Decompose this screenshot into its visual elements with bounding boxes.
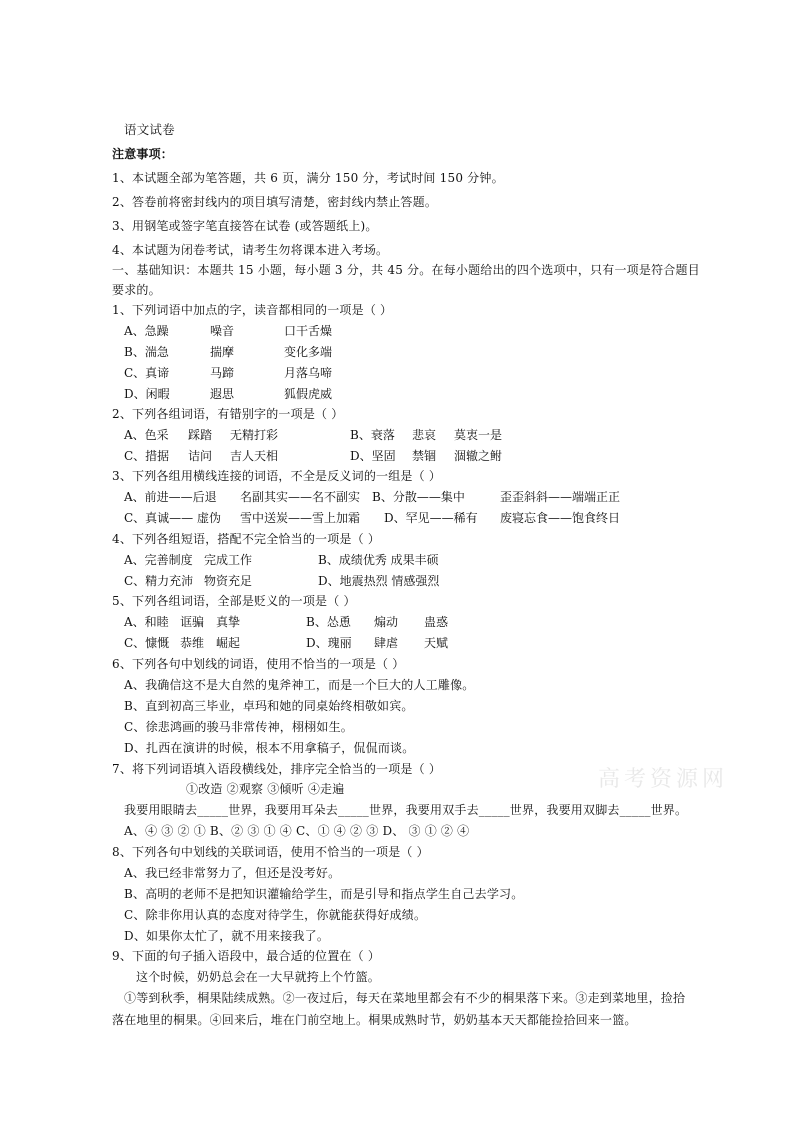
option-word: 肆虐 [374, 636, 399, 650]
option-sentence: D、如果你太忙了，就不用来接我了。 [124, 929, 330, 943]
option-word: 揣摩 [210, 345, 235, 359]
notice-item: 1、本试题全部为笔答题，共 6 页，满分 150 分，考试时间 150 分钟。 [112, 171, 504, 185]
option-word: 遐思 [210, 387, 235, 401]
page-title: 语文试卷 [124, 122, 175, 137]
option-word: 变化多端 [284, 345, 333, 359]
option-word: 诓骗 [180, 615, 205, 629]
question-6-stem: 6、下列各句中划线的词语，使用不恰当的一项是（ ） [112, 657, 405, 671]
question-7-stem: 7、将下列词语填入语段横线处，排序完全恰当的一项是（ ） [112, 762, 442, 776]
option-sentence: C、除非你用认真的态度对待学生，你就能获得好成绩。 [124, 908, 427, 922]
option-word: D、闲暇 [124, 387, 170, 401]
option-pair: 雪中送炭——雪上加霜 [240, 511, 361, 525]
option-word: C、措据 [124, 449, 170, 463]
option-word: 蛊惑 [424, 615, 449, 629]
option-word: 踩踏 [188, 428, 213, 442]
option-word: B、成绩优秀 成果丰硕 [318, 553, 439, 567]
option-sentence: B、直到初高三毕业，卓玛和她的同桌始终相敬如宾。 [124, 699, 414, 713]
option-word: A、急躁 [124, 324, 169, 338]
option-word: 煽动 [374, 615, 399, 629]
option-word: 诘问 [188, 449, 213, 463]
option-sentence: A、我确信这不是大自然的鬼斧神工，而是一个巨大的人工雕像。 [124, 678, 475, 692]
option-word: 涸辙之鲋 [454, 449, 503, 463]
option-sentence: D、扎西在演讲的时候，根本不用拿稿子，侃侃而谈。 [124, 741, 415, 755]
option-pair: A、前进——后退 [124, 490, 217, 504]
option-word: B、湍急 [124, 345, 169, 359]
question-4-stem: 4、下列各组短语，搭配不完全恰当的一项是（ ） [112, 532, 381, 546]
option-word: A、完善制度 [124, 553, 193, 567]
option-word: 狐假虎威 [284, 387, 333, 401]
option-word: C、慷慨 [124, 636, 170, 650]
option-word: 完成工作 [204, 553, 253, 567]
section-heading-cont: 要求的。 [112, 283, 161, 297]
option-word: 吉人天相 [230, 449, 279, 463]
question-8-stem: 8、下列各句中划线的关联词语，使用不恰当的一项是（ ） [112, 845, 429, 859]
option-word: 崛起 [216, 636, 241, 650]
notice-item: 4、本试题为闭卷考试，请考生勿将课本进入考场。 [112, 243, 389, 257]
fill-passage: 我要用眼睛去_____世界，我要用耳朵去_____世界，我要用双手去_____世界，我要用双脚去_____世界。 [124, 803, 688, 817]
option-word: C、精力充沛 [124, 574, 194, 588]
option-word: 物资充足 [204, 574, 253, 588]
notice-item: 2、答卷前将密封线内的项目填写清楚，密封线内禁止答题。 [112, 195, 438, 209]
option-pair: 废寝忘食——饱食终日 [500, 511, 621, 525]
question-5-stem: 5、下列各组词语，全部是贬义的一项是（ ） [112, 594, 356, 608]
word-list: ①改造 ②观察 ③倾听 ④走遍 [186, 782, 345, 796]
option-word: 恭维 [180, 636, 205, 650]
option-word: 无精打彩 [230, 428, 279, 442]
option-word: 莫衷一是 [454, 428, 503, 442]
option-sentence: B、高明的老师不是把知识灌输给学生，而是引导和指点学生自己去学习。 [124, 887, 524, 901]
option-pair: 歪歪斜斜——端端正正 [500, 490, 621, 504]
option-pair: B、分散——集中 [372, 490, 465, 504]
section-heading: 一、基础知识：本题共 15 小题，每小题 3 分，共 45 分。在每小题给出的四个选项中，只有一项是符合题目 [112, 263, 700, 277]
notice-heading: 注意事项： [112, 147, 174, 161]
option-word: C、真谛 [124, 366, 170, 380]
question-1-stem: 1、下列词语中加点的字，读音都相同的一项是（ ） [112, 303, 393, 317]
option-word: 悲哀 [412, 428, 437, 442]
option-word: 天赋 [424, 636, 449, 650]
option-pair: 名副其实——名不副实 [240, 490, 361, 504]
watermark: 高考资源网 [598, 767, 729, 792]
option-word: 月落乌啼 [284, 366, 333, 380]
passage-line: ①等到秋季，桐果陆续成熟。②一夜过后，每天在菜地里都会有不少的桐果落下来。③走到菜地里，捡拾 [124, 991, 686, 1005]
option-word: 噪音 [210, 324, 235, 338]
option-word: A、色采 [124, 428, 169, 442]
option-pair: C、真诚—— 虚伪 [124, 511, 221, 525]
passage-line: 落在地里的桐果。④回来后，堆在门前空地上。桐果成熟时节，奶奶基本天天都能捡拾回来一篮。 [112, 1013, 637, 1027]
insert-sentence: 这个时候，奶奶总会在一大早就挎上个竹篮。 [136, 970, 381, 984]
option-word: B、衰落 [350, 428, 395, 442]
option-word: 口干舌燥 [284, 324, 333, 338]
option-word: 真挚 [216, 615, 241, 629]
question-3-stem: 3、下列各组用横线连接的词语，不全是反义词的一组是（ ） [112, 469, 442, 483]
option-pair: D、罕见——稀有 [384, 511, 478, 525]
option-word: B、怂恿 [306, 615, 351, 629]
option-sentence: A、我已经非常努力了，但还是没考好。 [124, 866, 341, 880]
option-sentence: C、徐悲鸿画的骏马非常传神，栩栩如生。 [124, 720, 353, 734]
option-word: 马蹄 [210, 366, 235, 380]
option-word: D、坚固 [350, 449, 396, 463]
option-word: A、和睦 [124, 615, 169, 629]
option-word: D、瑰丽 [306, 636, 352, 650]
answer-options: A、④ ③ ② ① B、② ③ ① ④ C、① ④ ② ③ D、 ③ ① ② ④ [124, 824, 470, 838]
option-word: D、地震热烈 情感强烈 [318, 574, 440, 588]
option-word: 禁锢 [412, 449, 437, 463]
notice-item: 3、用钢笔或签字笔直接答在试卷 (或答题纸上)。 [112, 219, 378, 233]
question-9-stem: 9、下面的句子插入语段中，最合适的位置在（ ） [112, 949, 381, 963]
question-2-stem: 2、下列各组词语，有错别字的一项是（ ） [112, 407, 344, 421]
